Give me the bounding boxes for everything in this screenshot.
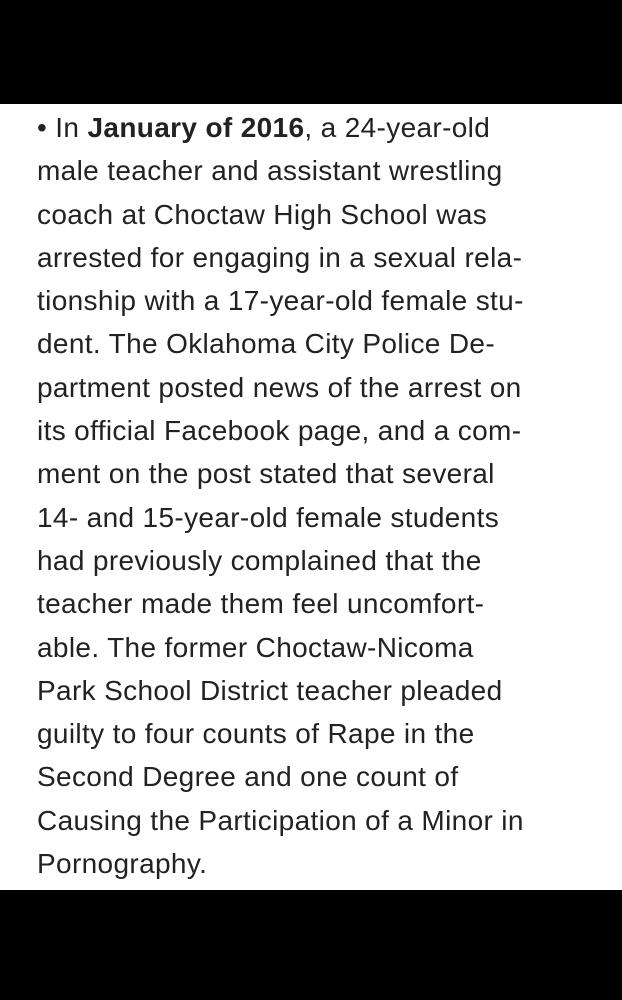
- text-line-11: had previously complained that the: [37, 544, 482, 576]
- text-line-12: teacher made them feel uncomfort-: [37, 588, 485, 620]
- document-page: [0, 104, 622, 890]
- text-line-8: its official Facebook page, and a com-: [37, 415, 522, 447]
- text-line-3: coach at Choctaw High School was: [37, 198, 488, 230]
- bullet-paragraph: [37, 106, 607, 885]
- bottom-black-bar: [0, 890, 622, 1000]
- text-line-14: Park School District teacher pleaded: [37, 674, 503, 706]
- line-1-pre: In: [47, 112, 88, 143]
- text-line-4: arrested for engaging in a sexual rela-: [37, 241, 523, 273]
- text-line-17: Causing the Participation of a Minor in: [37, 804, 524, 836]
- line-1-post: , a 24-year-old: [304, 112, 491, 143]
- text-line-18: Pornography.: [37, 848, 208, 880]
- text-line-9: ment on the post stated that several: [37, 458, 495, 490]
- text-line-16: Second Degree and one count of: [37, 761, 459, 793]
- text-line-7: partment posted news of the arrest on: [37, 371, 522, 403]
- top-black-bar: [0, 0, 622, 104]
- text-line-13: able. The former Choctaw-Nicoma: [37, 631, 474, 663]
- text-line-15: guilty to four counts of Rape in the: [37, 718, 475, 750]
- date-emphasis: January of 2016: [87, 112, 305, 143]
- text-line-1: [37, 106, 607, 149]
- text-line-10: 14- and 15-year-old female students: [37, 501, 500, 533]
- text-line-6: dent. The Oklahoma City Police De-: [37, 328, 496, 360]
- text-line-2: male teacher and assistant wrestling: [37, 155, 503, 187]
- bullet-marker: •: [37, 112, 48, 143]
- text-line-5: tionship with a 17-year-old female stu-: [37, 285, 524, 317]
